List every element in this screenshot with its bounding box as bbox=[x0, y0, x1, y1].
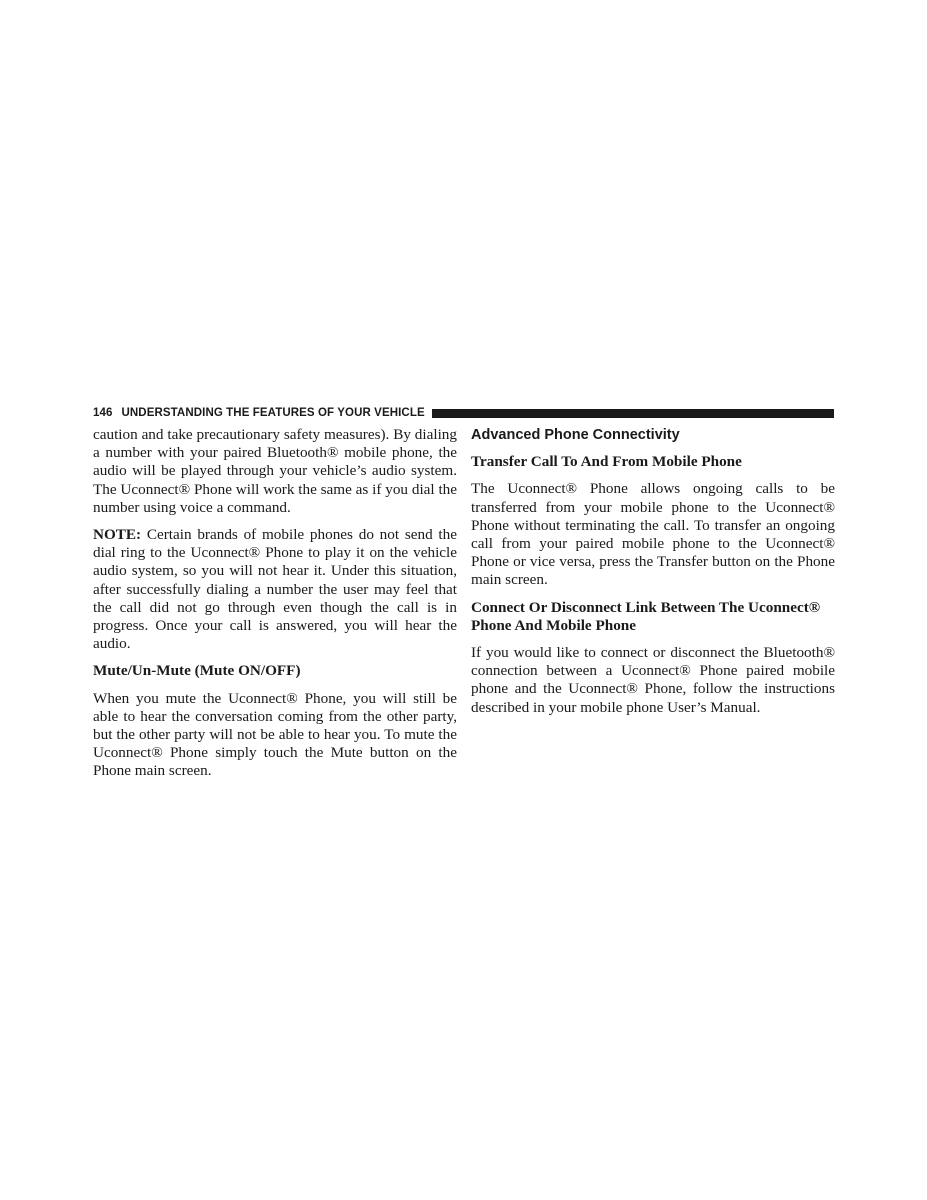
right-column bbox=[471, 426, 835, 726]
header-rule bbox=[432, 409, 834, 418]
left-column bbox=[93, 426, 457, 790]
connect-link-heading: Connect Or Disconnect Link Between The Uconnect® Phone And Mobile Phone bbox=[471, 598, 821, 634]
note-paragraph bbox=[93, 526, 457, 653]
section-title: UNDERSTANDING THE FEATURES OF YOUR VEHICLE bbox=[121, 407, 425, 419]
transfer-call-paragraph: The Uconnect® Phone allows ongoing calls to be transferred from your mobile phone to the Uconnect® Phone without terminating the call. To transfer an ongoing call from your paired mobile phone to the Uconnect® Phone or vice versa, press the Transfer button on the Phone main screen. bbox=[471, 480, 835, 589]
mute-heading: Mute/Un-Mute (Mute ON/OFF) bbox=[93, 662, 301, 680]
page-number: 146 bbox=[93, 407, 113, 419]
note-label: NOTE: bbox=[93, 526, 142, 544]
advanced-connectivity-heading: Advanced Phone Connectivity bbox=[471, 427, 680, 443]
transfer-call-heading: Transfer Call To And From Mobile Phone bbox=[471, 453, 742, 471]
connect-link-paragraph: If you would like to connect or disconnect the Bluetooth® connection between a Uconnect® Phone paired mobile phone and the Uconnect® Phone, follow the instructions described in your mobile phone User’s Manual. bbox=[471, 644, 835, 716]
note-text: Certain brands of mobile phones do not send the dial ring to the Uconnect® Phone to play it on the vehicle audio system, so you will not hear it. Under this situation, after successfully dialing a number the user may feel that the call did not go through even though the call is in progress. Once your call is answered, you will hear the audio. bbox=[93, 526, 457, 653]
page-header bbox=[93, 405, 834, 421]
intro-paragraph: caution and take precautionary safety measures). By dialing a number with your paired Bluetooth® mobile phone, the audio will be played through your vehicle’s audio system. The Uconnect® Phone will work the same as if you dial the number using voice a command. bbox=[93, 426, 457, 516]
mute-paragraph: When you mute the Uconnect® Phone, you will still be able to hear the conversation coming from the other party, but the other party will not be able to hear you. To mute the Uconnect® Phone simply touch the Mute button on the Phone main screen. bbox=[93, 689, 457, 780]
